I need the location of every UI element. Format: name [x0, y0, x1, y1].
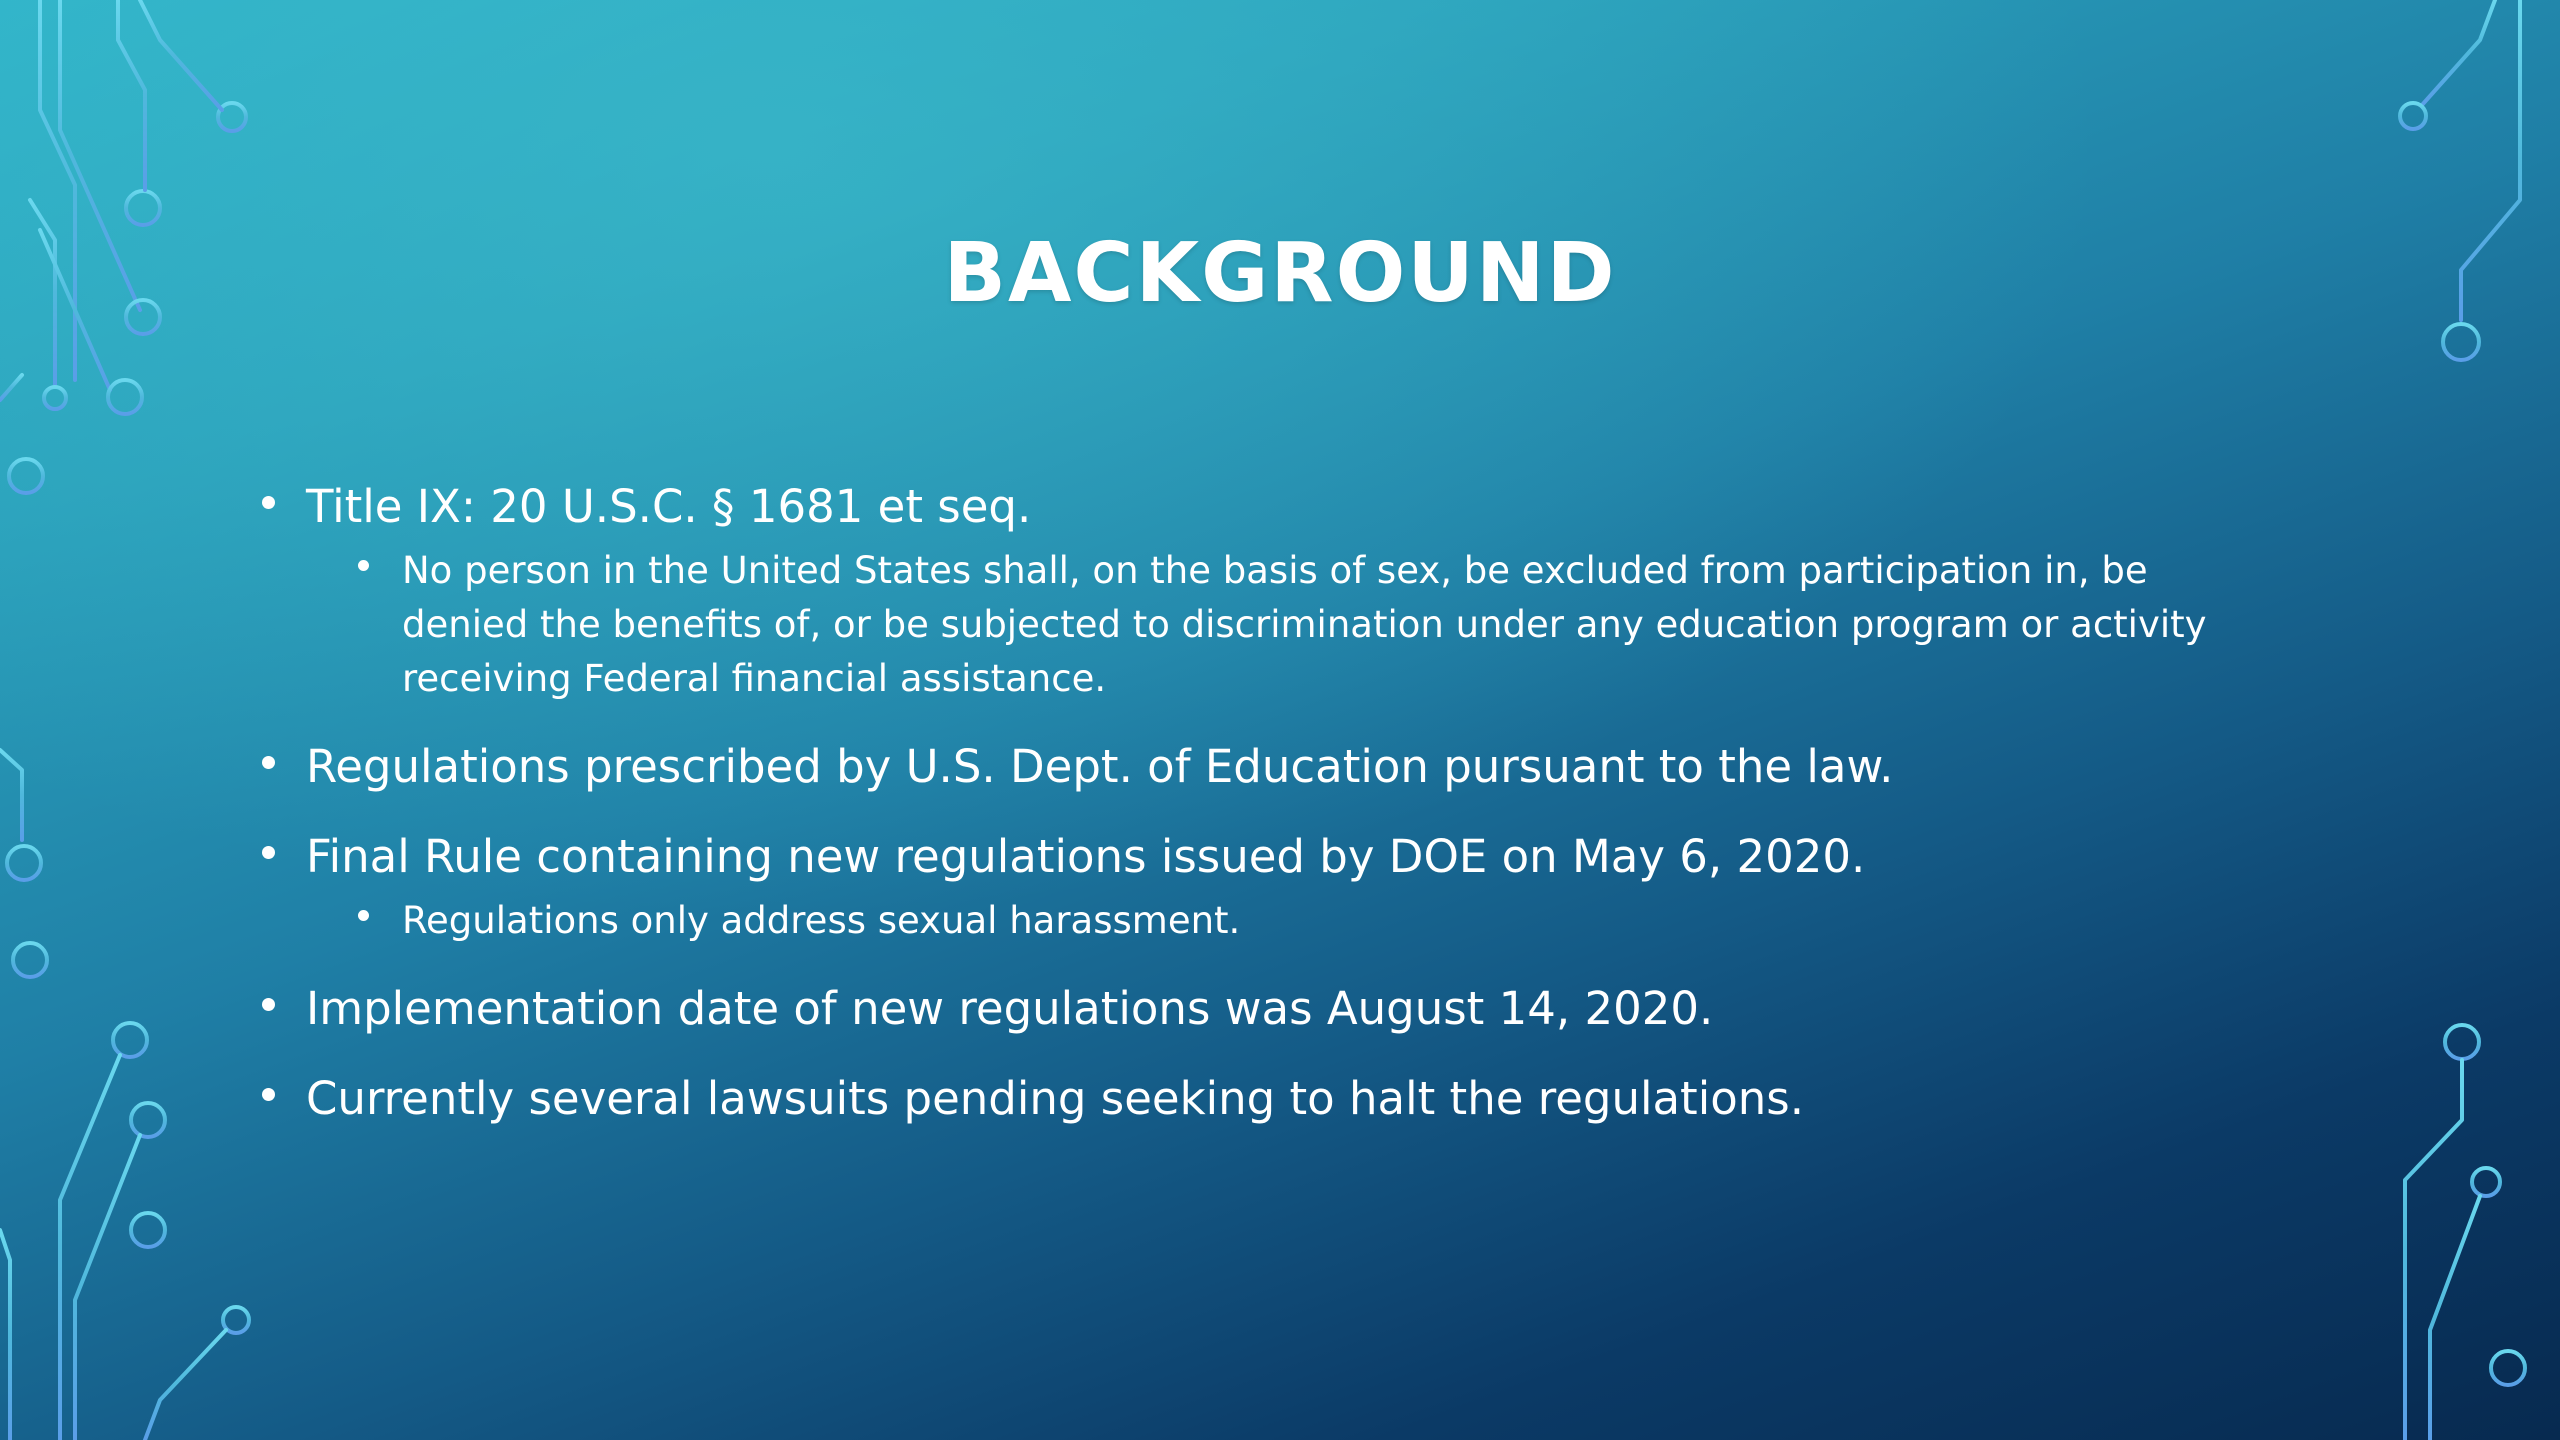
list-item [262, 478, 2282, 706]
sub-bullet-list [262, 544, 2282, 706]
bullet-list [262, 478, 2282, 1160]
bullet-text: Implementation date of new regulations was August 14, 2020. [306, 982, 1714, 1035]
bullet-text: Currently several lawsuits pending seeking to halt the regulations. [306, 1072, 1805, 1125]
bullet-dot-icon [262, 756, 275, 769]
sub-bullet-text: No person in the United States shall, on the basis of sex, be excluded from participation in, be denied the benefits of, or be subjected to discrimination under any education program or activity receiving Federal financial assistance. [402, 549, 2207, 700]
list-item [262, 828, 2282, 948]
bullet-dot-icon [262, 1088, 275, 1101]
sub-bullet-item [262, 544, 2282, 706]
bullet-dot-icon [262, 846, 275, 859]
bullet-text: Regulations prescribed by U.S. Dept. of Education pursuant to the law. [306, 740, 1894, 793]
bullet-item [262, 738, 2282, 796]
bullet-item [262, 828, 2282, 886]
bullet-item [262, 478, 2282, 536]
slide-title: BACKGROUND [943, 226, 1617, 321]
circuit-decoration-left-icon [0, 0, 300, 1440]
sub-bullet-text: Regulations only address sexual harassment. [402, 899, 1241, 942]
bullet-text: Final Rule containing new regulations issued by DOE on May 6, 2020. [306, 830, 1866, 883]
bullet-item [262, 980, 2282, 1038]
sub-bullet-item [262, 894, 2282, 948]
list-item [262, 1070, 2282, 1128]
bullet-item [262, 1070, 2282, 1128]
circuit-decoration-right-icon [2340, 0, 2560, 1440]
sub-bullet-dot-icon [358, 910, 369, 921]
list-item [262, 738, 2282, 796]
bullet-dot-icon [262, 496, 275, 509]
sub-bullet-list [262, 894, 2282, 948]
sub-bullet-dot-icon [358, 560, 369, 571]
bullet-text: Title IX: 20 U.S.C. § 1681 et seq. [306, 480, 1032, 533]
bullet-dot-icon [262, 998, 275, 1011]
list-item [262, 980, 2282, 1038]
